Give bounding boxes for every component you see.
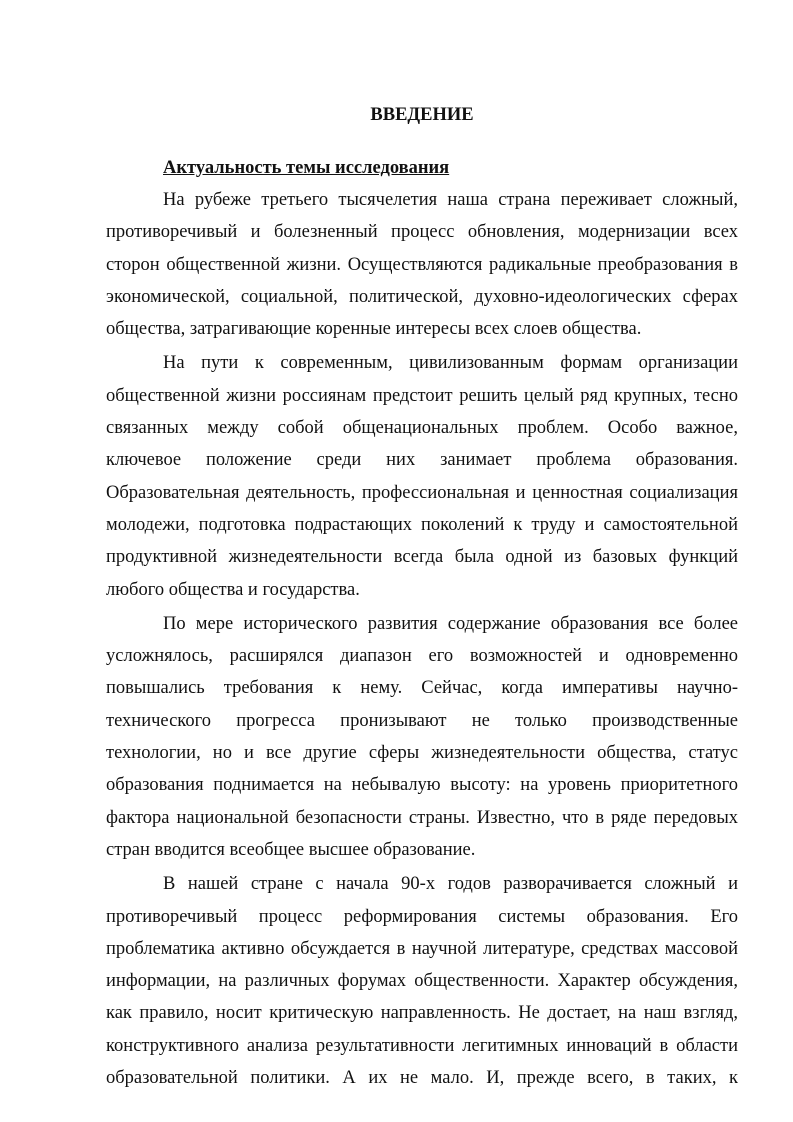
text-line: информации, на различных форумах общественности. Характер обсуждения, (106, 971, 738, 992)
text-line: противоречивый процесс реформирования системы образования. Его (106, 906, 738, 927)
text-line: образования поднимается на небывалую высоту: на уровень приоритетного (106, 775, 738, 796)
text-line: стран вводится всеобщее высшее образование. (106, 839, 476, 860)
text-line: любого общества и государства. (106, 579, 360, 600)
text-line: противоречивый и болезненный процесс обновления, модернизации всех (106, 222, 738, 243)
text-line: связанных между собой общенациональных проблем. Особо важное, (106, 418, 738, 439)
text-line: сторон общественной жизни. Осуществляются радикальные преобразования в (106, 254, 738, 275)
text-line: На рубеже третьего тысячелетия наша страна переживает сложный, (163, 190, 738, 210)
text-line: продуктивной жизнедеятельности всегда была одной из базовых функций (106, 547, 738, 568)
text-line: экономической, социальной, политической, духовно-идеологических сферах (106, 286, 738, 307)
page-content (106, 100, 738, 1094)
text-line: конструктивного анализа результативности легитимных инноваций в области (106, 1035, 738, 1056)
text-line: На пути к современным, цивилизованным формам организации (163, 353, 738, 374)
paragraph (106, 868, 738, 1094)
text-line: усложнялось, расширялся диапазон его возможностей и одновременно (106, 646, 738, 667)
text-line: По мере исторического развития содержание образования все более (163, 613, 738, 634)
text-line: образовательной политики. А их не мало. И, прежде всего, в таких, к (106, 1068, 738, 1089)
text-line: повышались требования к нему. Сейчас, когда императивы научно- (106, 678, 738, 699)
text-line: как правило, носит критическую направленность. Не достает, на наш взгляд, (106, 1003, 738, 1024)
text-line: фактора национальной безопасности страны. Известно, что в ряде передовых (106, 807, 738, 828)
text-line: общественной жизни россиянам предстоит решить целый ряд крупных, тесно (106, 385, 738, 406)
text-line: Образовательная деятельность, профессиональная и ценностная социализация (106, 482, 738, 503)
section-heading: Актуальность темы исследования (163, 158, 450, 178)
text-line: проблематика активно обсуждается в научной литературе, средствах массовой (106, 938, 738, 959)
text-line: технического прогресса пронизывают не только производственные (106, 710, 738, 731)
page-title: ВВЕДЕНИЕ (370, 105, 474, 125)
text-line: ключевое положение среди них занимает проблема образования. (106, 450, 738, 471)
paragraph (106, 184, 738, 345)
text-line: молодежи, подготовка подрастающих поколений к труду и самостоятельной (106, 514, 738, 535)
paragraph (106, 347, 738, 605)
text-line: В нашей стране с начала 90-х годов разворачивается сложный и (163, 874, 738, 895)
text-line: технологии, но и все другие сферы жизнедеятельности общества, статус (106, 743, 738, 764)
text-line: общества, затрагивающие коренные интересы всех слоев общества. (106, 319, 642, 340)
paragraph (106, 608, 738, 866)
